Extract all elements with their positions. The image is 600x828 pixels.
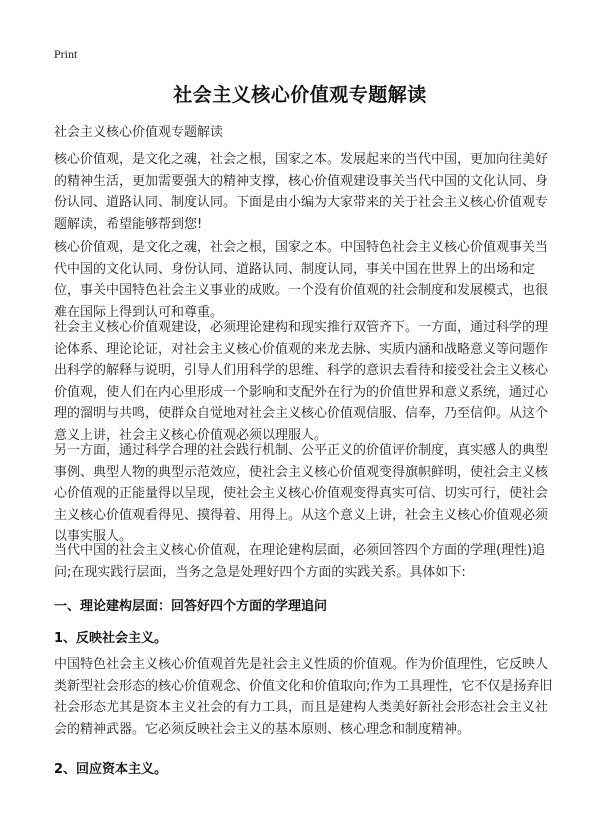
paragraph-theory: 社会主义核心价值观建设，必须理论建构和现实推行双管齐下。一方面，通过科学的理论体系、理论论证，对社会主义核心价值观的来龙去脉、实质内涵和战略意义等问题作出科学的解释与说明，引导人们用科学的思维、科学的意识去看待和接受社会主义核心价值观，使人们在内心里形成一个影响和支配外在行为的价值世界和意义系统，通过心理的溜明与共鸣，使群众自觉地对社会主义核心价值观信服、信奉，乃至信仰。从这个意义上讲，社会主义核心价值观必须以理服人。	[54, 320, 549, 443]
sub-heading-1: 1、反映社会主义。	[54, 631, 168, 646]
page-subtitle: 社会主义核心价值观专题解读	[54, 125, 224, 140]
paragraph-socialism: 中国特色社会主义核心价值观首先是社会主义性质的价值观。作为价值理性，它反映人类新型社会形态的核心价值观念、价值文化和价值取向;作为工具理性，它不仅是扬弃旧社会形态尤其是资本主义社会的有力工具，而且是建构人类美好新社会形态社会主义社会的精神武器。它必须反映社会主义的基本原则、核心理念和制度精神。	[54, 657, 553, 737]
section-heading: 一、理论建构层面：回答好四个方面的学理追问	[54, 599, 328, 614]
paragraph-core-values: 核心价值观，是文化之魂，社会之根，国家之本。中国特色社会主义核心价值观事关当代中国的文化认同、身份认同、道路认同、制度认同，事关中国在世界上的出场和定位，事关中国特色社会主义事业的成败。一个没有价值观的社会制度和发展模式，也很难在国际上得到认可和尊重。	[54, 240, 549, 320]
print-link[interactable]: Print	[54, 47, 78, 61]
page-title: 社会主义核心价值观专题解读	[173, 84, 427, 106]
sub-heading-2: 2、回应资本主义。	[54, 762, 168, 777]
paragraph-summary: 当代中国的社会主义核心价值观，在理论建构层面，必须回答四个方面的学理(理性)追问;在现实践行层面，当务之急是处理好四个方面的实践关系。具体如下:	[54, 543, 546, 580]
paragraph-intro: 核心价值观，是文化之魂，社会之根，国家之本。发展起来的当代中国，更加向往美好的精神生活，更加需要强大的精神支撑，核心价值观建设事关当代中国的文化认同、身份认同、道路认同、制度认同。下面是由小编为大家带来的关于社会主义核心价值观专题解读，希望能够帮到您!	[54, 152, 549, 232]
paragraph-practice: 另一方面，通过科学合理的社会践行机制、公平正义的价值评价制度，真实感人的典型事例、典型人物的典型示范效应，使社会主义核心价值观变得旗帜鲜明，使社会主义核心价值观的正能量得以呈现，使社会主义核心价值观变得真实可信、切实可行，使社会主义核心价值观看得见、摸得着、用得上。从这个意义上讲，社会主义核心价值观必须以事实服人。	[54, 443, 549, 544]
